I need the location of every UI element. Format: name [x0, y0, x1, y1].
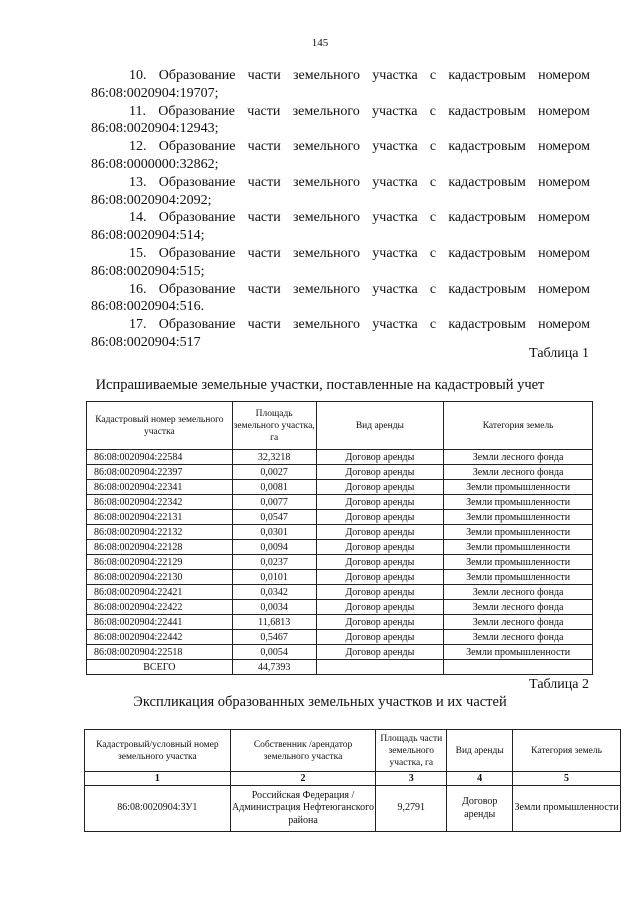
item-word: участка — [372, 139, 418, 155]
table-row — [87, 615, 593, 630]
table-row — [87, 585, 593, 600]
table-cell: Договор аренды — [316, 540, 444, 555]
item-word: участка — [372, 174, 418, 190]
table1 — [86, 401, 593, 675]
table-cell: 32,3218 — [232, 450, 316, 465]
item-first-line — [91, 245, 590, 263]
item-word: земельного — [292, 245, 361, 261]
item-first-line — [91, 138, 590, 156]
table-cell: 86:08:0020904:22584 — [87, 450, 233, 465]
item-number: 16. — [129, 281, 147, 297]
table-cell: Земли лесного фонда — [444, 615, 593, 630]
item-word: Образование — [158, 103, 235, 119]
item-word: с — [429, 317, 437, 333]
table-row — [87, 630, 593, 645]
item-word: Образование — [158, 68, 236, 83]
column-number: 5 — [513, 772, 621, 786]
item-first-line — [91, 103, 590, 121]
item-word: части — [247, 68, 281, 83]
list-item — [91, 138, 590, 174]
item-word: земельного — [292, 317, 361, 333]
item-word: Образование — [158, 317, 236, 333]
item-word: кадастровым — [448, 281, 526, 297]
table-cell: 0,0547 — [232, 510, 316, 525]
table-row — [87, 645, 593, 660]
table-cell: 0,0094 — [232, 540, 316, 555]
table-row — [87, 600, 593, 615]
table-cell: 0,0081 — [232, 480, 316, 495]
item-word: земельного — [292, 174, 361, 190]
item-first-line — [91, 209, 590, 227]
item-word: части — [247, 174, 281, 190]
table-row — [87, 525, 593, 540]
table-cell: Земли промышленности — [444, 570, 593, 585]
table-cell: Договор аренды — [316, 555, 444, 570]
table-cell: 86:08:0020904:22518 — [87, 645, 233, 660]
table-cell: 0,0342 — [232, 585, 316, 600]
table1-title: Испрашиваемые земельные участки, поставленные на кадастровый учет — [95, 377, 545, 393]
item-cadastral-number: 86:08:0020904:2092; — [91, 192, 212, 208]
table-cell — [444, 660, 593, 675]
table2-label: Таблица 2 — [529, 677, 589, 692]
table-cell: Земли промышленности — [444, 480, 593, 495]
table-cell: Договор аренды — [316, 615, 444, 630]
total-label: ВСЕГО — [87, 660, 233, 675]
table-cell: 0,0034 — [232, 600, 316, 615]
item-word: земельного — [292, 139, 361, 155]
column-header: Вид аренды — [447, 730, 513, 772]
item-word: Образование — [158, 139, 236, 155]
column-number: 2 — [230, 772, 376, 786]
table-total-row — [87, 660, 593, 675]
item-word: номером — [538, 103, 590, 119]
item-word: с — [429, 281, 437, 297]
item-word: кадастровым — [448, 317, 526, 333]
table-cell: 9,2791 — [376, 786, 447, 832]
table-cell: Договор аренды — [316, 585, 444, 600]
item-cadastral-number: 86:08:0020904:12943; — [91, 121, 219, 137]
item-word: номером — [538, 210, 590, 226]
table-cell: Земли лесного фонда — [444, 600, 593, 615]
item-word: земельного — [292, 68, 361, 83]
item-cadastral-number: 86:08:0020904:516. — [91, 299, 205, 315]
column-header: Площадь части земельного участка, га — [376, 730, 447, 772]
table-row — [85, 786, 621, 832]
table-cell: Договор аренды — [316, 465, 444, 480]
table-cell: 86:08:0020904:22442 — [87, 630, 233, 645]
table-cell: 86:08:0020904:22131 — [87, 510, 233, 525]
table-row — [87, 510, 593, 525]
item-word: с — [429, 103, 436, 119]
table-cell: Договор аренды — [316, 630, 444, 645]
item-word: Образование — [158, 281, 236, 297]
item-word: номером — [538, 174, 590, 190]
table-cell: 86:08:0020904:22132 — [87, 525, 233, 540]
table2-title: Экспликация образованных земельных участков и их частей — [133, 694, 507, 710]
column-number: 1 — [85, 772, 231, 786]
item-word: участка — [372, 210, 418, 226]
item-word: с — [429, 68, 437, 83]
table-cell: 0,0054 — [232, 645, 316, 660]
table-header-row — [87, 402, 593, 450]
table-cell: Договор аренды — [316, 645, 444, 660]
table-cell: 86:08:0020904:22130 — [87, 570, 233, 585]
page-number: 145 — [311, 37, 329, 49]
item-word: части — [247, 103, 281, 119]
item-word: части — [247, 281, 281, 297]
item-word: земельного — [292, 103, 360, 119]
list-item — [91, 209, 590, 245]
table-cell: 0,0101 — [232, 570, 316, 585]
item-word: номером — [538, 281, 590, 297]
item-word: участка — [372, 317, 418, 333]
item-word: кадастровым — [448, 174, 526, 190]
table-cell: Договор аренды — [316, 495, 444, 510]
item-cadastral-number: 86:08:0020904:514; — [91, 228, 205, 244]
table-cell: 86:08:0020904:22422 — [87, 600, 233, 615]
table-cell: Договор аренды — [316, 600, 444, 615]
list-item — [91, 316, 590, 352]
item-word: номером — [538, 68, 590, 83]
table-cell: 0,5467 — [232, 630, 316, 645]
table2 — [84, 729, 621, 832]
table-cell — [316, 660, 444, 675]
item-word: номером — [538, 245, 590, 261]
item-word: кадастровым — [448, 210, 526, 226]
item-word: земельного — [292, 281, 361, 297]
item-number: 13. — [129, 174, 147, 190]
column-header: Категория земель — [444, 402, 593, 450]
table-cell: Договор аренды — [316, 480, 444, 495]
table-row — [87, 465, 593, 480]
table-cell: Земли лесного фонда — [444, 450, 593, 465]
column-number-row — [85, 772, 621, 786]
table-cell: Российская Федерация /Администрация Нефтеюганского района — [230, 786, 376, 832]
table-cell: Земли промышленности — [444, 540, 593, 555]
item-word: с — [429, 139, 437, 155]
item-cadastral-number: 86:08:0020904:517 — [91, 334, 201, 350]
table-cell: Земли промышленности — [444, 510, 593, 525]
column-number: 4 — [447, 772, 513, 786]
item-word: кадастровым — [448, 245, 526, 261]
table-row — [87, 495, 593, 510]
list-item — [91, 103, 590, 139]
item-word: части — [247, 139, 281, 155]
item-word: участка — [372, 103, 418, 119]
table-cell: Земли промышленности — [513, 786, 621, 832]
column-header: Собственник /арендатор земельного участка — [230, 730, 376, 772]
table-cell: Договор аренды — [316, 525, 444, 540]
table-cell: 86:08:0020904:22397 — [87, 465, 233, 480]
item-cadastral-number: 86:08:0020904:515; — [91, 263, 205, 279]
item-first-line — [91, 281, 590, 299]
item-first-line — [91, 67, 590, 85]
item-word: участка — [372, 68, 418, 83]
table-cell: 86:08:0020904:22441 — [87, 615, 233, 630]
item-word: участка — [372, 281, 418, 297]
table-cell: 86:08:0020904:22128 — [87, 540, 233, 555]
item-word: части — [247, 245, 281, 261]
item-number: 14. — [129, 210, 147, 226]
list-item — [91, 174, 590, 210]
item-word: номером — [538, 139, 590, 155]
item-word: кадастровым — [448, 103, 526, 119]
table-cell: 0,0301 — [232, 525, 316, 540]
item-word: части — [247, 317, 281, 333]
table-cell: 0,0237 — [232, 555, 316, 570]
table-cell: Земли промышленности — [444, 555, 593, 570]
table-cell: Договор аренды — [316, 450, 444, 465]
table-header-row — [85, 730, 621, 772]
table-cell: 86:08:0020904:22421 — [87, 585, 233, 600]
item-word: кадастровым — [448, 139, 526, 155]
item-word: Образование — [158, 210, 236, 226]
item-cadastral-number: 86:08:0000000:32862; — [91, 156, 219, 172]
table-cell: Договор аренды — [316, 510, 444, 525]
item-word: кадастровым — [448, 68, 526, 83]
item-word: Образование — [158, 174, 236, 190]
table-cell: 86:08:0020904:22342 — [87, 495, 233, 510]
item-word: с — [429, 245, 437, 261]
column-header: Площадь земельного участка, га — [232, 402, 316, 450]
table-cell: 0,0027 — [232, 465, 316, 480]
item-first-line — [91, 316, 590, 334]
item-number: 17. — [129, 317, 147, 333]
item-word: Образование — [158, 245, 236, 261]
table-row — [87, 555, 593, 570]
column-header: Кадастровый/условный номер земельного участка — [85, 730, 231, 772]
item-word: части — [247, 210, 281, 226]
list-item — [91, 245, 590, 281]
item-number: 15. — [129, 245, 147, 261]
item-number: 11. — [129, 103, 146, 119]
table-cell: 86:08:0020904:22341 — [87, 480, 233, 495]
table-cell: 11,6813 — [232, 615, 316, 630]
list-item — [91, 67, 590, 103]
table1-label: Таблица 1 — [529, 346, 589, 361]
table-cell: Земли промышленности — [444, 645, 593, 660]
item-cadastral-number: 86:08:0020904:19707; — [91, 85, 219, 101]
item-word: номером — [538, 317, 590, 333]
column-header: Категория земель — [513, 730, 621, 772]
table-cell: Земли лесного фонда — [444, 465, 593, 480]
table-cell: Договор аренды — [316, 570, 444, 585]
list-item — [91, 281, 590, 317]
item-word: участка — [372, 245, 418, 261]
table-cell: Земли промышленности — [444, 525, 593, 540]
column-number: 3 — [376, 772, 447, 786]
item-first-line — [91, 174, 590, 192]
column-header: Кадастровый номер земельного участка — [87, 402, 233, 450]
column-header: Вид аренды — [316, 402, 444, 450]
items-list — [91, 67, 590, 352]
table-cell: Земли лесного фонда — [444, 585, 593, 600]
table-cell: 86:08:0020904:22129 — [87, 555, 233, 570]
table-cell: 86:08:0020904:ЗУ1 — [85, 786, 231, 832]
table-row — [87, 570, 593, 585]
table-row — [87, 480, 593, 495]
table-row — [87, 540, 593, 555]
table-cell: 0,0077 — [232, 495, 316, 510]
table-cell: Земли лесного фонда — [444, 630, 593, 645]
item-word: с — [429, 210, 437, 226]
total-value: 44,7393 — [232, 660, 316, 675]
table-row — [87, 450, 593, 465]
table-cell: Земли промышленности — [444, 495, 593, 510]
item-number: 12. — [129, 139, 147, 155]
table-cell: Договор аренды — [447, 786, 513, 832]
item-number: 10. — [129, 68, 147, 83]
item-word: с — [429, 174, 437, 190]
item-word: земельного — [292, 210, 361, 226]
